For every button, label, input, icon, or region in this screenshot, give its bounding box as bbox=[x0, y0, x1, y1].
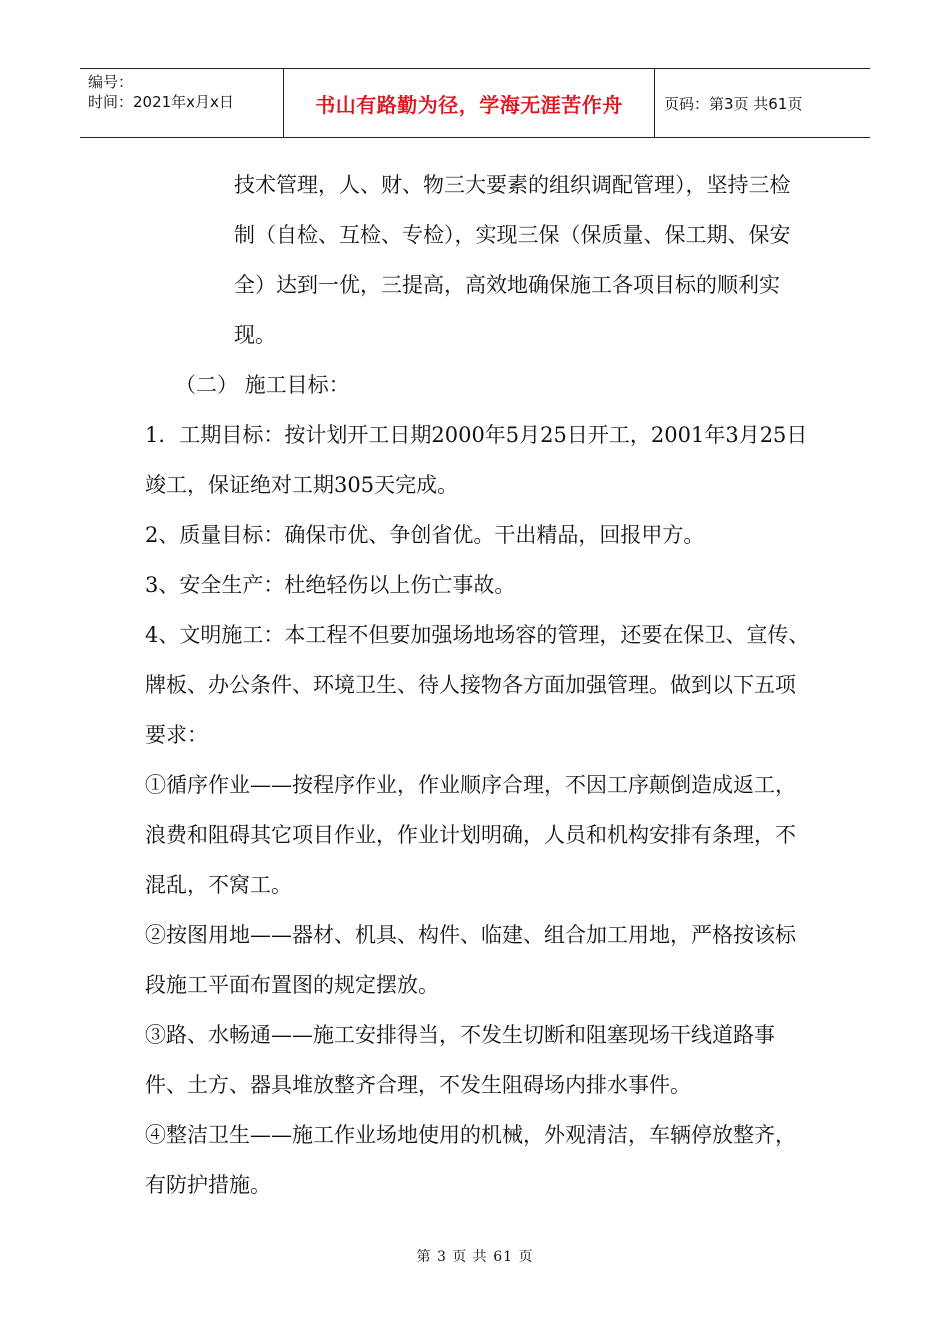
document-date: 时间：2021年x月x日 bbox=[88, 93, 234, 111]
requirement-item-sequence: ①循序作业——按程序作业，作业顺序合理，不因工序颠倒造成返工，浪费和阻碍其它项目作业，作业计划明确，人员和机构安排有条理，不混乱，不窝工。 bbox=[145, 773, 796, 897]
requirement-item-cleanliness: ④整洁卫生——施工作业场地使用的机械，外观清洁，车辆停放整齐，有防护措施。 bbox=[145, 1123, 796, 1197]
header-meta bbox=[80, 69, 284, 137]
target-item-schedule: 1．工期目标：按计划开工日期2000年5月25日开工，2001年3月25日竣工，保证绝对工期305天完成。 bbox=[145, 423, 808, 497]
page-footer: 第 3 页 共 61 页 bbox=[416, 1249, 534, 1265]
requirement-item-land-use: ②按图用地——器材、机具、构件、临建、组合加工用地，严格按该标段施工平面布置图的规定摆放。 bbox=[145, 923, 796, 997]
page-header bbox=[80, 68, 870, 138]
document-body bbox=[145, 160, 810, 1210]
header-page-info: 页码：第3页 共61页 bbox=[664, 94, 803, 113]
header-motto: 书山有路勤为径，学海无涯苦作舟 bbox=[284, 69, 655, 137]
document-number-label: 编号： bbox=[88, 73, 134, 91]
requirement-item-roads: ③路、水畅通——施工安排得当，不发生切断和阻塞现场干线道路事件、土方、器具堆放整齐合理，不发生阻碍场内排水事件。 bbox=[145, 1023, 775, 1097]
target-item-safety: 3、安全生产：杜绝轻伤以上伤亡事故。 bbox=[145, 573, 516, 597]
section-heading: （二） 施工目标： bbox=[175, 373, 350, 397]
target-item-civilized: 4、文明施工：本工程不但要加强场地场容的管理，还要在保卫、宣传、牌板、办公条件、环境卫生、待人接物各方面加强管理。做到以下五项要求： bbox=[145, 623, 810, 747]
target-item-quality: 2、质量目标：确保市优、争创省优。干出精品，回报甲方。 bbox=[145, 523, 705, 547]
intro-paragraph: 技术管理，人、财、物三大要素的组织调配管理），坚持三检制（自检、互检、专检），实现三保（保质量、保工期、保安全）达到一优，三提高，高效地确保施工各项目标的顺利实现。 bbox=[234, 173, 791, 347]
